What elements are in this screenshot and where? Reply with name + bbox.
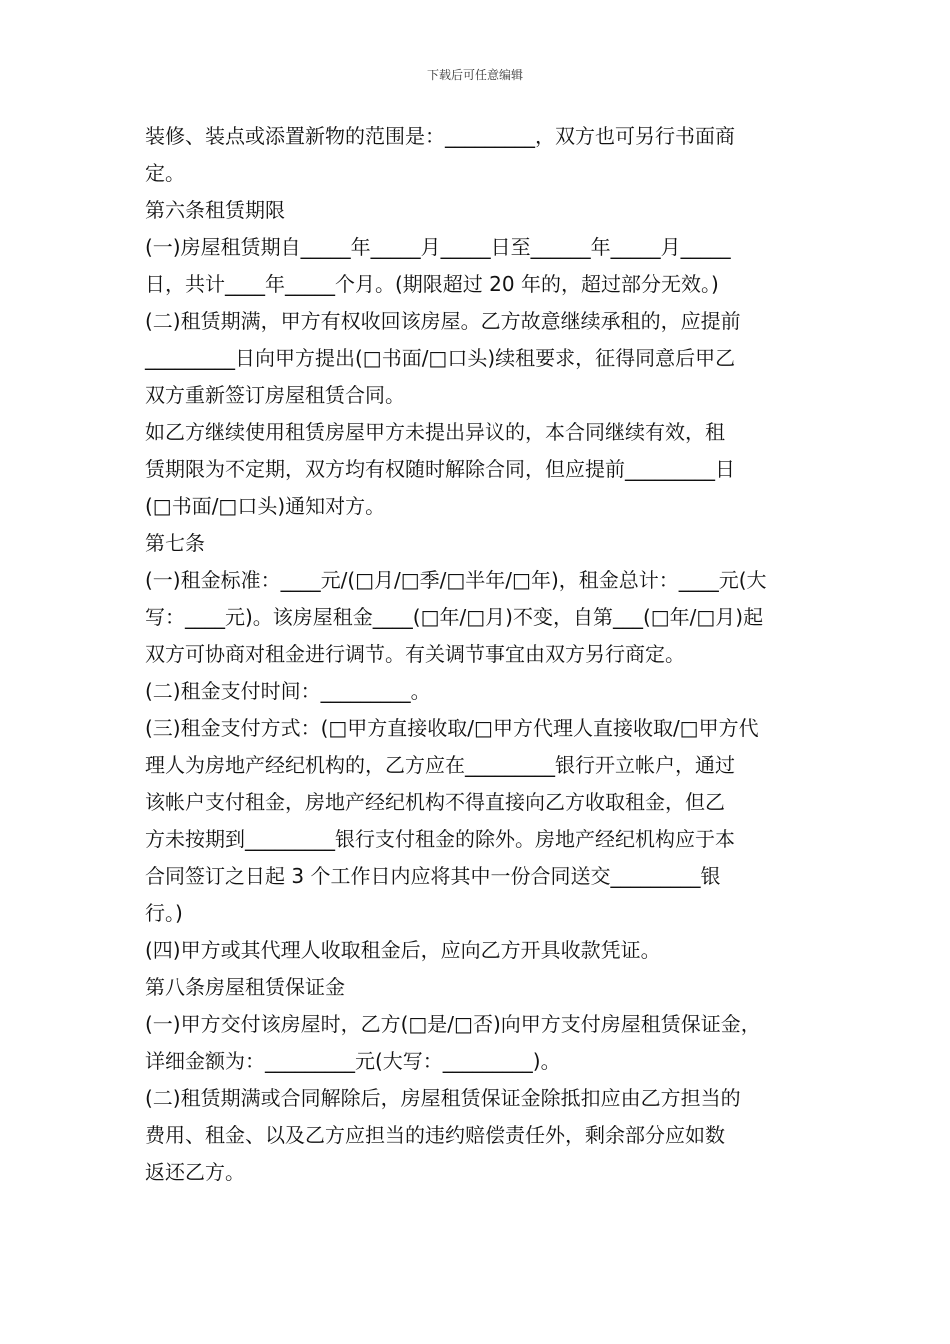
- paragraph-line: 第七条: [145, 531, 205, 555]
- paragraph-line: 第八条房屋租赁保证金: [145, 975, 345, 999]
- paragraph-line: 定。: [145, 161, 185, 185]
- paragraph: [145, 1006, 810, 1080]
- paragraph-line: (三)租金支付方式：(□甲方直接收取/□甲方代理人直接收取/□甲方代: [145, 716, 759, 740]
- paragraph: [145, 303, 810, 414]
- paragraph-line: 行。): [145, 901, 183, 925]
- paragraph: [145, 1080, 810, 1191]
- paragraph: [145, 969, 810, 1006]
- paragraph-line: 装修、装点或添置新物的范围是：_________，双方也可另行书面商: [145, 124, 735, 148]
- paragraph-line: 返还乙方。: [145, 1160, 245, 1184]
- paragraph-line: (□书面/□口头)通知对方。: [145, 494, 386, 518]
- paragraph: [145, 710, 810, 932]
- paragraph-line: _________日向甲方提出(□书面/□口头)续租要求，征得同意后甲乙: [145, 346, 736, 370]
- document-body: [145, 118, 810, 1191]
- paragraph-line: 理人为房地产经纪机构的，乙方应在_________银行开立帐户，通过: [145, 753, 735, 777]
- paragraph: [145, 525, 810, 562]
- paragraph-line: (一)租金标准：____元/(□月/□季/□半年/□年)，租金总计：____元(大: [145, 568, 767, 592]
- paragraph-line: 赁期限为不定期，双方均有权随时解除合同，但应提前_________日: [145, 457, 735, 481]
- paragraph-line: (二)租赁期满，甲方有权收回该房屋。乙方故意继续承租的，应提前: [145, 309, 741, 333]
- page-header: 下载后可任意编辑: [426, 68, 523, 82]
- paragraph-line: 方未按期到_________银行支付租金的除外。房地产经纪机构应于本: [145, 827, 735, 851]
- paragraph-line: 写：____元)。该房屋租金____(□年/□月)不变，自第___(□年/□月)起: [145, 605, 764, 629]
- paragraph-line: 第六条租赁期限: [145, 198, 285, 222]
- paragraph-line: (四)甲方或其代理人收取租金后，应向乙方开具收款凭证。: [145, 938, 661, 962]
- paragraph-line: (一)房屋租赁期自_____年_____月_____日至______年_____月_____: [145, 235, 731, 259]
- paragraph: [145, 932, 810, 969]
- paragraph: [145, 673, 810, 710]
- paragraph: [145, 414, 810, 525]
- paragraph: [145, 118, 810, 192]
- paragraph-line: 如乙方继续使用租赁房屋甲方未提出异议的，本合同继续有效，租: [145, 420, 725, 444]
- paragraph-line: (二)租金支付时间：_________。: [145, 679, 431, 703]
- paragraph-line: 合同签订之日起 3 个工作日内应将其中一份合同送交_________银: [145, 864, 721, 888]
- paragraph-line: 双方可协商对租金进行调节。有关调节事宜由双方另行商定。: [145, 642, 685, 666]
- paragraph-line: 日，共计____年_____个月。(期限超过 20 年的，超过部分无效。): [145, 272, 719, 296]
- paragraph-line: (一)甲方交付该房屋时，乙方(□是/□否)向甲方支付房屋租赁保证金，: [145, 1012, 761, 1036]
- paragraph: [145, 192, 810, 229]
- paragraph-line: (二)租赁期满或合同解除后，房屋租赁保证金除抵扣应由乙方担当的: [145, 1086, 741, 1110]
- paragraph-line: 该帐户支付租金，房地产经纪机构不得直接向乙方收取租金，但乙: [145, 790, 725, 814]
- paragraph: [145, 229, 810, 303]
- paragraph-line: 双方重新签订房屋租赁合同。: [145, 383, 405, 407]
- paragraph: [145, 562, 810, 673]
- paragraph-line: 费用、租金、以及乙方应担当的违约赔偿责任外，剩余部分应如数: [145, 1123, 725, 1147]
- paragraph-line: 详细金额为：_________元(大写：_________)。: [145, 1049, 561, 1073]
